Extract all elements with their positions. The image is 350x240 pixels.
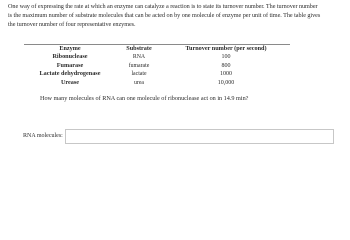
enzyme-cell: Lactate dehydrogenase <box>39 70 101 78</box>
substrate-cell: lactate <box>131 71 147 78</box>
enzyme-table <box>24 44 290 87</box>
turnover-cell: 10,000 <box>217 79 235 86</box>
header-turnover-number: Turnover number (per second) <box>185 44 267 52</box>
substrate-cell: fumarate <box>128 62 150 69</box>
header-enzyme: Enzyme <box>59 44 81 52</box>
table-row <box>24 62 290 71</box>
intro-paragraph <box>8 2 346 29</box>
intro-line: the turnover number of four representative enzymes. <box>8 21 136 28</box>
table-header-row <box>24 45 290 54</box>
answer-label: RNA molecules: <box>23 133 63 139</box>
turnover-cell: 1000 <box>220 71 232 78</box>
intro-line: is the maximum number of substrate molecules that can be acted on by one molecule of enzyme per unit of time. The table gives <box>8 12 321 19</box>
rna-molecules-input[interactable] <box>65 129 334 144</box>
table-row <box>24 79 290 88</box>
enzyme-cell: Ribonuclease <box>52 53 88 61</box>
turnover-cell: 800 <box>221 62 231 69</box>
table-row <box>24 70 290 79</box>
enzyme-cell: Urease <box>60 78 80 86</box>
turnover-table <box>24 45 290 88</box>
substrate-cell: urea <box>134 79 144 86</box>
table-row <box>24 53 290 62</box>
turnover-cell: 100 <box>221 54 231 61</box>
enzyme-cell: Fumarase <box>56 61 84 69</box>
substrate-cell: RNA <box>132 54 146 61</box>
question-text: How many molecules of RNA can one molecule of ribonuclease act on in 14.9 min? <box>40 95 249 102</box>
header-substrate: Substrate <box>126 44 152 52</box>
intro-line: One way of expressing the rate at which an enzyme can catalyze a reaction is to state its turnover number. The turnover number <box>8 3 318 10</box>
